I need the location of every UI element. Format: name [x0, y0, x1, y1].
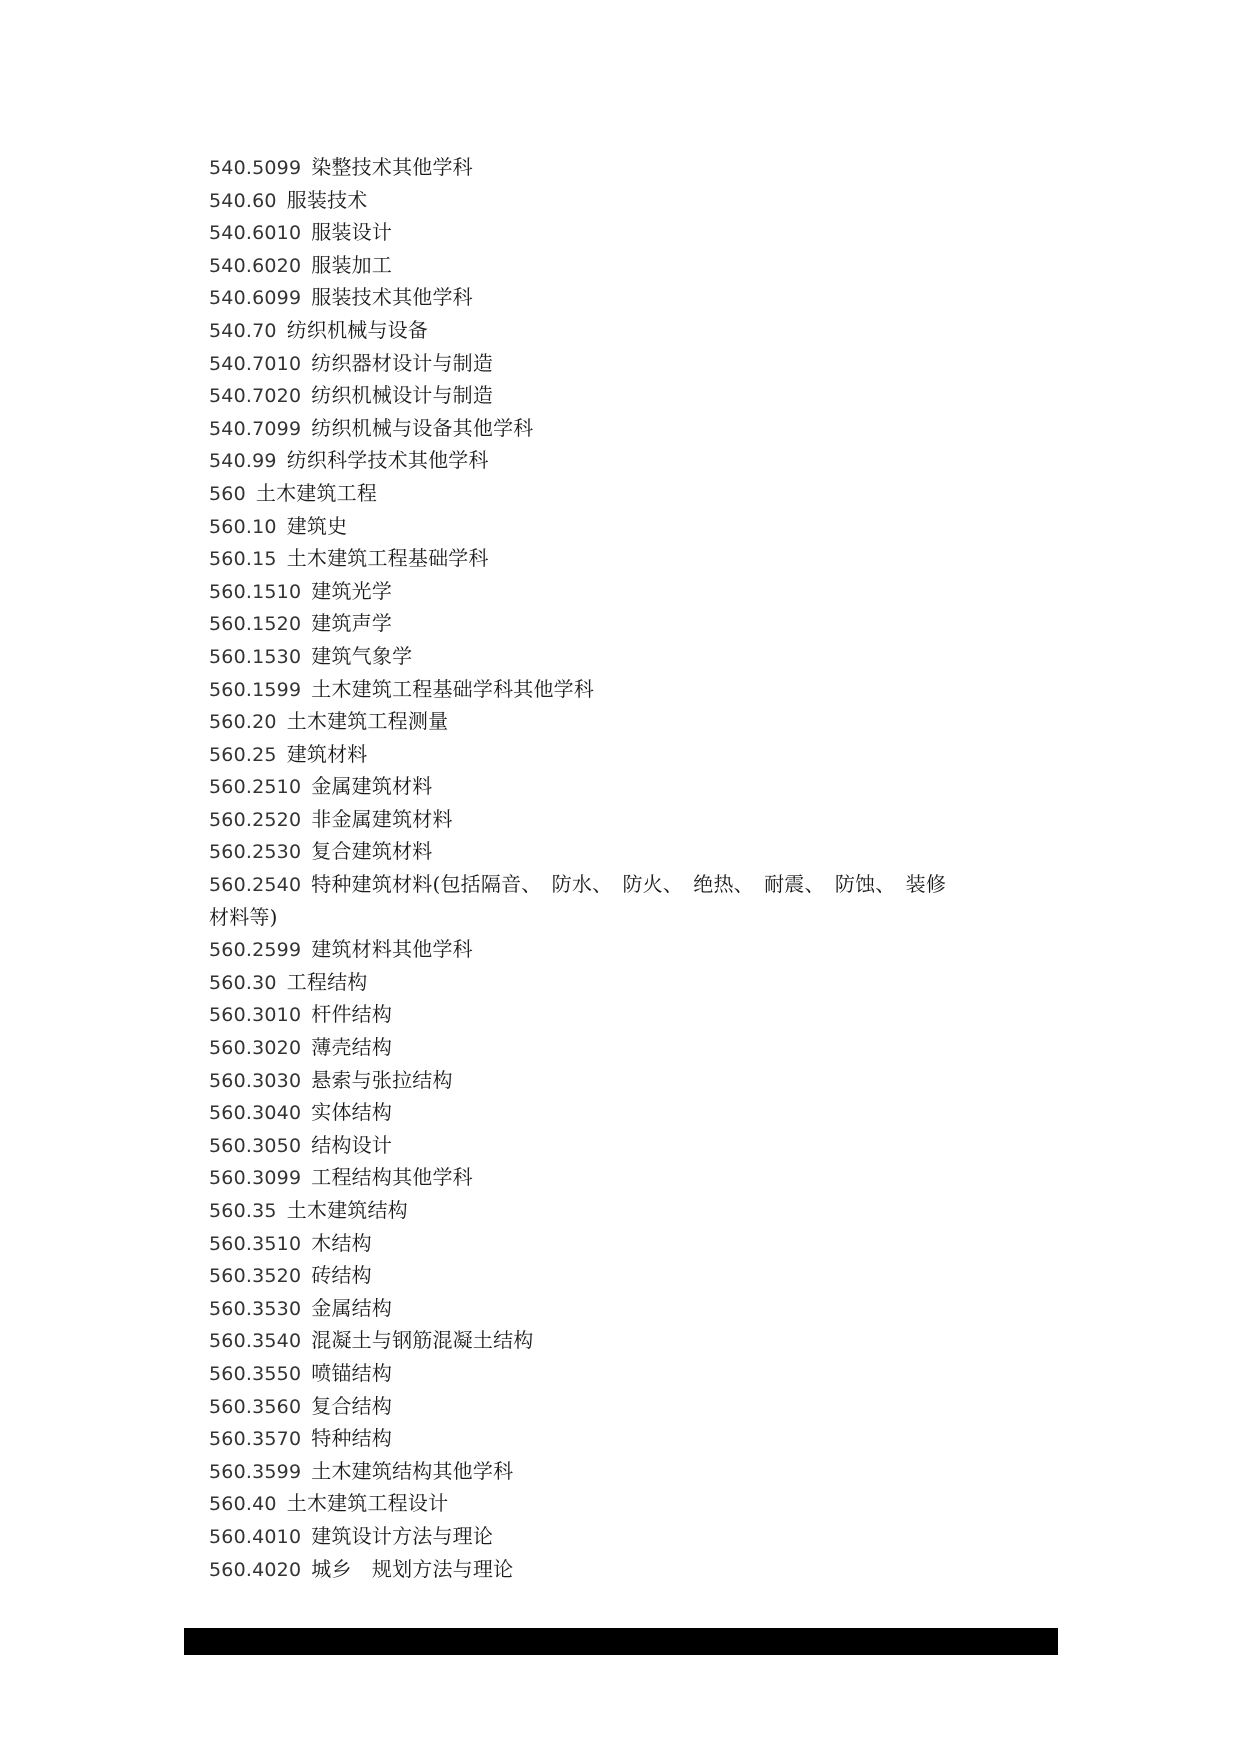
discipline-code: 560.20	[209, 711, 277, 734]
discipline-name: 土木建筑结构	[286, 1198, 408, 1222]
discipline-name: 土木建筑工程基础学科	[286, 546, 489, 571]
discipline-code: 560.2510	[209, 776, 302, 799]
discipline-code: 560.4020	[209, 1558, 302, 1581]
discipline-name: 土木建筑工程设计	[286, 1491, 449, 1516]
discipline-code: 560.2540	[209, 874, 302, 897]
list-item	[209, 510, 1009, 543]
discipline-code: 560.10	[209, 515, 277, 538]
discipline-code: 560.3030	[209, 1069, 302, 1092]
discipline-code: 560.3570	[209, 1428, 302, 1451]
list-item	[209, 998, 1009, 1031]
discipline-code: 540.6099	[209, 287, 302, 310]
list-item	[209, 184, 1009, 217]
list-item	[209, 933, 1009, 966]
discipline-name: 城乡 规划方法与理论	[311, 1556, 514, 1581]
discipline-name: 服装设计	[311, 220, 393, 245]
list-item	[209, 901, 1009, 934]
discipline-code: 560.15	[209, 548, 277, 571]
list-item	[209, 770, 1009, 803]
discipline-name: 建筑光学	[311, 578, 393, 603]
list-item	[209, 1064, 1009, 1097]
discipline-code: 540.7020	[209, 385, 302, 408]
list-item	[209, 640, 1009, 673]
discipline-code: 560.3520	[209, 1265, 302, 1288]
list-item	[209, 314, 1009, 347]
list-item	[209, 379, 1009, 412]
discipline-code: 540.6010	[209, 222, 302, 245]
discipline-code: 560.1510	[209, 580, 302, 603]
discipline-code: 540.7010	[209, 352, 302, 375]
discipline-name: 纺织机械设计与制造	[311, 383, 494, 408]
list-item	[209, 966, 1009, 999]
list-item	[209, 1096, 1009, 1129]
discipline-name: 特种建筑材料(包括隔音、 防水、 防火、 绝热、 耐震、 防蚀、 装修	[311, 872, 947, 897]
discipline-code: 540.99	[209, 450, 277, 473]
discipline-code: 560.3040	[209, 1102, 302, 1125]
list-item	[209, 281, 1009, 314]
discipline-code: 560.2599	[209, 939, 302, 962]
list-item	[209, 1455, 1009, 1488]
discipline-name: 纺织机械与设备其他学科	[311, 415, 534, 440]
list-item	[209, 738, 1009, 771]
list-item	[209, 1553, 1009, 1586]
discipline-code: 560.4010	[209, 1525, 302, 1548]
discipline-name: 土木建筑工程	[255, 480, 378, 505]
discipline-code: 560.3099	[209, 1167, 302, 1190]
discipline-name: 土木建筑结构其他学科	[311, 1458, 514, 1483]
list-item	[209, 1324, 1009, 1357]
discipline-name: 建筑材料	[286, 741, 368, 766]
discipline-code: 560.3050	[209, 1134, 302, 1157]
list-item	[209, 444, 1009, 477]
discipline-name: 薄壳结构	[311, 1035, 393, 1060]
discipline-name: 土木建筑工程测量	[286, 709, 449, 734]
page-number-text: 第 4 页 /总页数 27 页	[512, 1657, 744, 1679]
discipline-name: 实体结构	[311, 1100, 393, 1125]
discipline-name: 染整技术其他学科	[311, 155, 473, 179]
discipline-code: 560.30	[209, 971, 277, 994]
discipline-name: 砖结构	[311, 1263, 372, 1288]
discipline-name: 非金属建筑材料	[311, 806, 453, 831]
discipline-code: 560.40	[209, 1493, 277, 1516]
discipline-code: 560.3560	[209, 1395, 302, 1418]
discipline-name: 纺织机械与设备	[286, 317, 429, 342]
list-item	[209, 1487, 1009, 1520]
discipline-name: 服装技术	[286, 187, 368, 212]
discipline-name: 复合建筑材料	[311, 839, 433, 864]
list-item	[209, 1227, 1009, 1260]
discipline-name: 喷锚结构	[311, 1360, 393, 1385]
discipline-code: 560	[209, 482, 246, 505]
list-item	[209, 607, 1009, 640]
discipline-name: 建筑声学	[311, 611, 393, 636]
discipline-code-list	[209, 151, 1009, 1585]
discipline-code: 560.3530	[209, 1297, 302, 1320]
list-item	[209, 868, 1009, 901]
page-footer	[184, 1628, 1058, 1679]
discipline-name: 悬索与张拉结构	[311, 1067, 453, 1092]
discipline-code: 560.3540	[209, 1330, 302, 1353]
discipline-code: 560.35	[209, 1200, 277, 1222]
discipline-code: 540.70	[209, 319, 277, 342]
list-item	[209, 1292, 1009, 1325]
discipline-name: 纺织器材设计与制造	[311, 350, 494, 375]
discipline-name: 纺织科学技术其他学科	[286, 448, 489, 473]
discipline-name: 服装加工	[311, 252, 393, 277]
discipline-name: 木结构	[311, 1230, 372, 1255]
discipline-code: 560.3599	[209, 1460, 302, 1483]
discipline-code: 560.1599	[209, 678, 302, 701]
discipline-name: 结构设计	[311, 1132, 393, 1157]
discipline-name: 工程结构	[286, 969, 368, 994]
list-item	[209, 1031, 1009, 1064]
list-item	[209, 216, 1009, 249]
discipline-name: 建筑设计方法与理论	[311, 1523, 494, 1548]
list-item	[209, 1161, 1009, 1194]
discipline-code: 560.2530	[209, 841, 302, 864]
discipline-name: 混凝土与钢筋混凝土结构	[311, 1328, 534, 1353]
list-item	[209, 1194, 1009, 1227]
discipline-code: 560.3550	[209, 1362, 302, 1385]
discipline-code: 540.6020	[209, 254, 302, 277]
list-item	[209, 1129, 1009, 1162]
list-item	[209, 347, 1009, 380]
list-item	[209, 1357, 1009, 1390]
discipline-name: 金属建筑材料	[311, 774, 433, 799]
list-item	[209, 673, 1009, 706]
list-item	[209, 151, 1009, 184]
discipline-code: 540.7099	[209, 417, 302, 440]
list-item	[209, 803, 1009, 836]
discipline-name: 工程结构其他学科	[311, 1165, 473, 1190]
list-item	[209, 1390, 1009, 1423]
discipline-name: 建筑史	[286, 513, 348, 538]
discipline-code: 560.3010	[209, 1004, 302, 1027]
discipline-code: 560.2520	[209, 808, 302, 831]
list-item	[209, 249, 1009, 282]
list-item	[209, 477, 1009, 510]
discipline-name: 服装技术其他学科	[311, 285, 473, 310]
list-item	[209, 1520, 1009, 1553]
discipline-name: 杆件结构	[311, 1002, 393, 1027]
list-item	[209, 412, 1009, 445]
discipline-name: 复合结构	[311, 1393, 393, 1418]
discipline-code: 560.1530	[209, 645, 302, 668]
list-item	[209, 835, 1009, 868]
discipline-code: 560.25	[209, 743, 277, 766]
discipline-code: 560.3020	[209, 1037, 302, 1060]
list-item	[209, 705, 1009, 738]
discipline-code: 560.3510	[209, 1232, 302, 1255]
discipline-name: 材料等)	[209, 904, 278, 929]
list-item	[209, 542, 1009, 575]
discipline-code: 560.1520	[209, 613, 302, 636]
discipline-name: 金属结构	[311, 1295, 393, 1320]
discipline-name: 建筑气象学	[311, 643, 413, 668]
discipline-name: 土木建筑工程基础学科其他学科	[311, 676, 595, 701]
discipline-code: 540.5099	[209, 157, 302, 179]
discipline-code: 540.60	[209, 189, 277, 212]
list-item	[209, 575, 1009, 608]
list-item	[209, 1259, 1009, 1292]
discipline-name: 建筑材料其他学科	[311, 937, 473, 962]
list-item	[209, 1422, 1009, 1455]
discipline-name: 特种结构	[311, 1426, 393, 1451]
